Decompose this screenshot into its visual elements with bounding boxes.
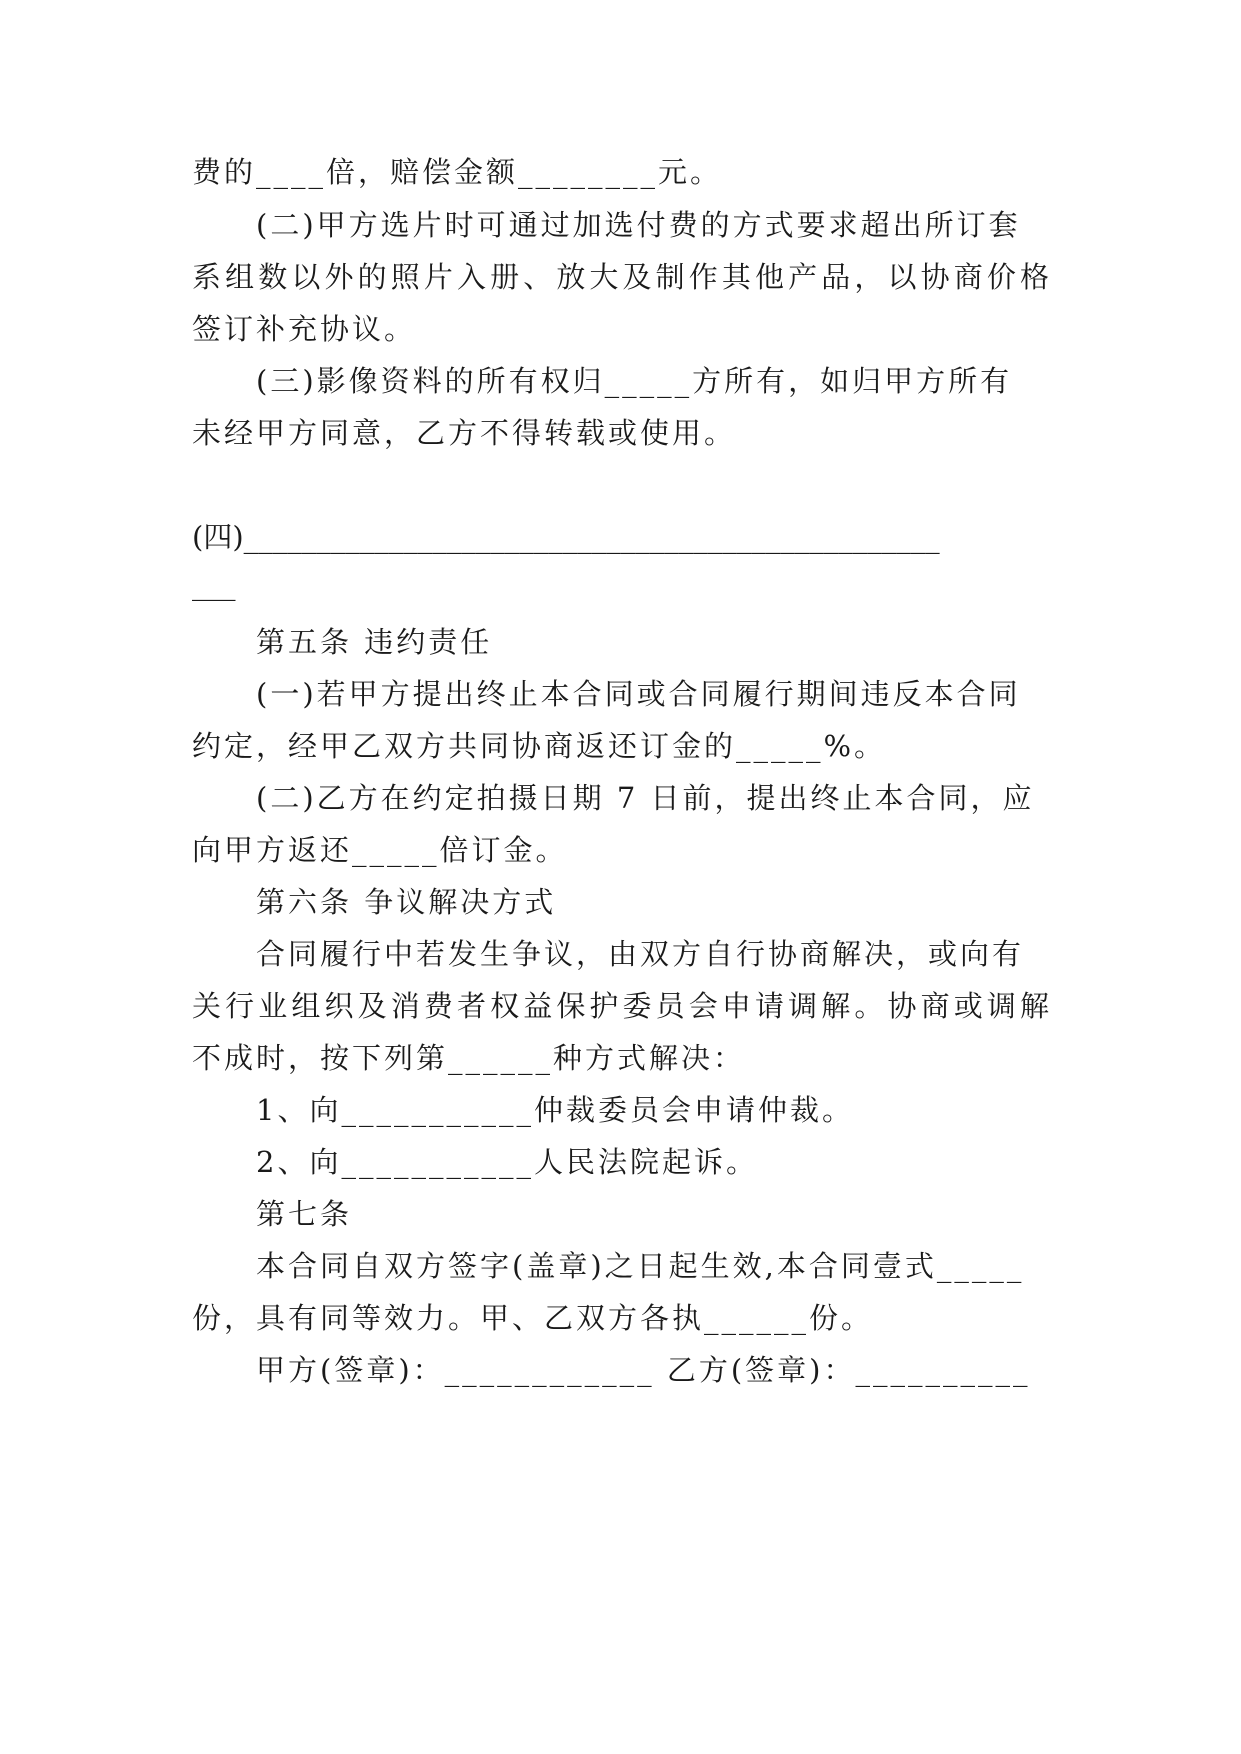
article-6-heading: 第六条 争议解决方式 [256,885,557,919]
clause-item-2: (二)甲方选片时可通过加选付费的方式要求超出所订套 [256,208,1021,242]
paragraph-line: 未经甲方同意，乙方不得转载或使用。 [192,416,737,450]
paragraph-line: 不成时，按下列第______种方式解决： [192,1041,746,1075]
paragraph-line: 签订补充协议。 [192,312,417,346]
paragraph-line: 合同履行中若发生争议，由双方自行协商解决，或向有 [256,937,1025,971]
option-item-2: 2、向___________人民法院起诉。 [256,1145,758,1179]
paragraph-line: 向甲方返还_____倍订金。 [192,833,568,867]
paragraph-line: 本合同自双方签字(盖章)之日起生效,本合同壹式_____ [256,1249,1025,1283]
article-7-heading: 第七条 [256,1197,353,1231]
signature-line: 甲方(签章)：____________ 乙方(签章)：__________ [256,1353,1031,1387]
clause-item-4: (四)________________________________________________ [192,520,940,554]
article-5-heading: 第五条 违约责任 [256,625,493,659]
clause-item-3: (三)影像资料的所有权归_____方所有，如归甲方所有 [256,364,1013,398]
paragraph-line: 费的____倍，赔偿金额________元。 [192,155,723,189]
paragraph-line: 份，具有同等效力。甲、乙双方各执______份。 [192,1301,874,1335]
clause-item-2: (二)乙方在约定拍摄日期 7 日前，提出终止本合同，应 [256,781,1035,815]
paragraph-line: 关行业组织及消费者权益保护委员会申请调解。协商或调解 [192,989,1052,1023]
paragraph-line: 系组数以外的照片入册、放大及制作其他产品，以协商价格 [192,260,1052,294]
paragraph-line: ___ [192,567,236,601]
paragraph-line: 约定，经甲乙双方共同协商返还订金的_____%。 [192,729,887,763]
option-item-1: 1、向___________仲裁委员会申请仲裁。 [256,1093,854,1127]
clause-item-1: (一)若甲方提出终止本合同或合同履行期间违反本合同 [256,677,1021,711]
